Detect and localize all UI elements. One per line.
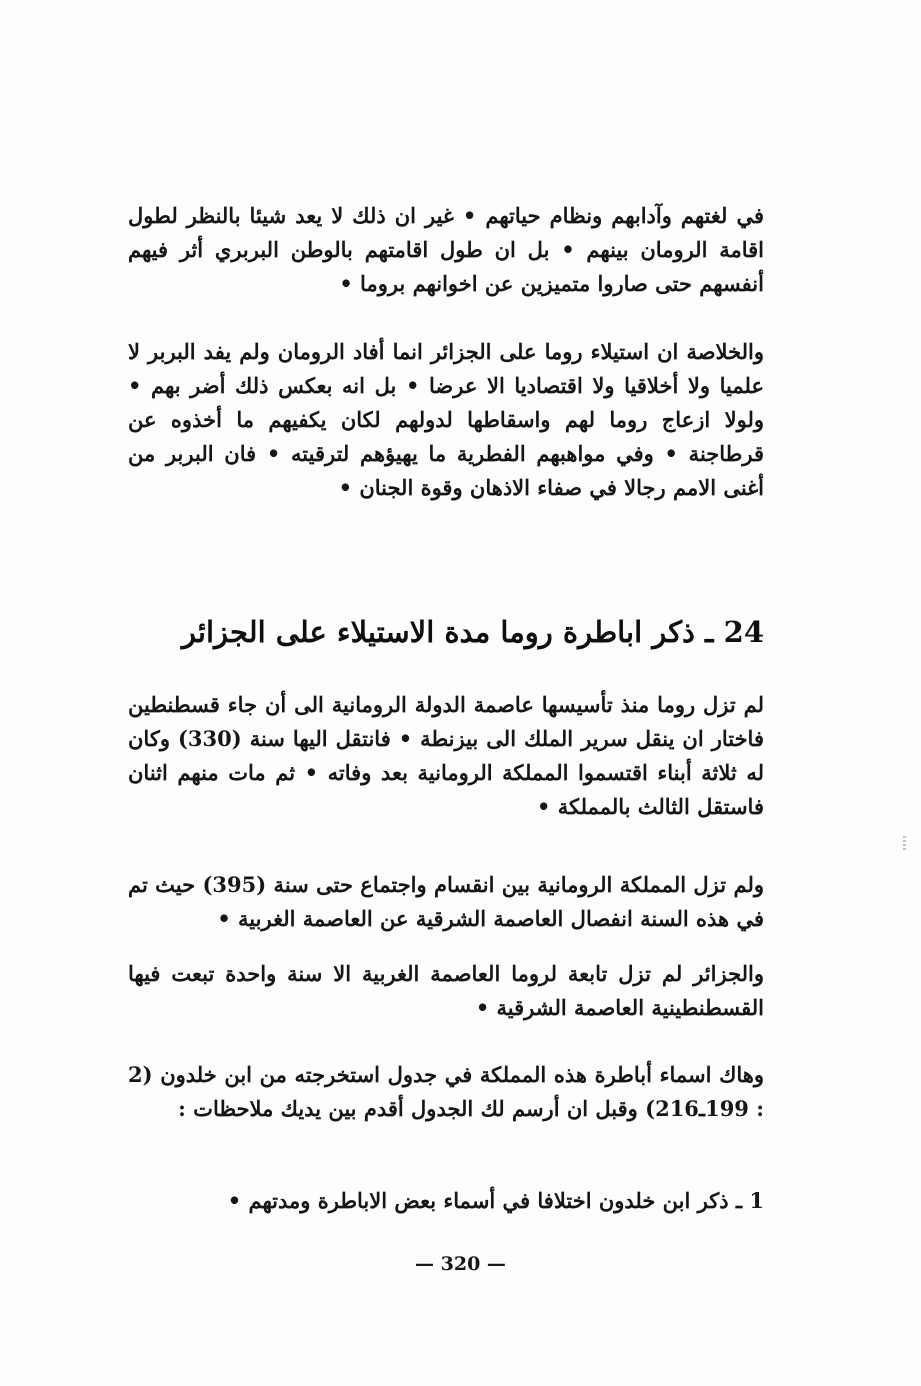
paragraph-emperors-table-intro: وهاك اسماء أباطرة هذه المملكة في جدول استخرجته من ابن خلدون (2 : 199ـ216) وقبل ان أرسم لك الجدول أقدم بين يديك ملاحظات : <box>128 1062 764 1121</box>
paragraph-algeria-rome: والجزائر لم تزل تابعة لروما العاصمة الغربية الا سنة واحدة تبعت فيها القسطنطينية العاصمة الشرقية • <box>128 961 764 1020</box>
scan-speck <box>903 836 906 850</box>
page-number: — 320 — <box>415 1253 506 1275</box>
paragraph-intro-continuation: في لغتهم وآدابهم ونظام حياتهم • غير ان ذلك لا يعد شيئا بالنظر لطول اقامة الرومان بينهم • بل ان طول اقامتهم بالوطن البربري أثر فيهم أنفسهم حتى صاروا متميزين عن اخوانهم بروما • <box>128 203 764 296</box>
paragraph-conclusion: والخلاصة ان استيلاء روما على الجزائر انما أفاد الرومان ولم يفد البربر لا علميا ولا أخلاقيا ولا اقتصاديا الا عرضا • بل انه بعكس ذلك أضر بهم • ولولا ازعاج روما لهم واسقاطها لدولهم لكان يكفيهم ما أخذوه عن قرطاجنة • وفي مواهبهم الفطرية ما يهيؤهم لترقيته • فان البربر من أغنى الامم رجالا في صفاء الاذهان وقوة الجنان • <box>128 339 764 500</box>
paragraph-constantine: لم تزل روما منذ تأسيسها عاصمة الدولة الرومانية الى أن جاء قسطنطين فاختار ان ينقل سرير الملك الى بيزنطة • فانتقل اليها سنة (330) وكان له ثلاثة أبناء اقتسموا المملكة الرومانية بعد وفاته • ثم مات منهم اثنان فاستقل الثالث بالمملكة • <box>128 692 764 819</box>
section-heading: 24 ـ ذكر اباطرة روما مدة الاستيلاء على الجزائر <box>181 615 764 649</box>
paragraph-division: ولم تزل المملكة الرومانية بين انقسام واجتماع حتى سنة (395) حيث تم في هذه السنة انفصال العاصمة الشرقية عن العاصمة الغربية • <box>128 872 764 931</box>
paragraph-note-1: 1 ـ ذكر ابن خلدون اختلافا في أسماء بعض الاباطرة ومدتهم • <box>227 1188 764 1213</box>
